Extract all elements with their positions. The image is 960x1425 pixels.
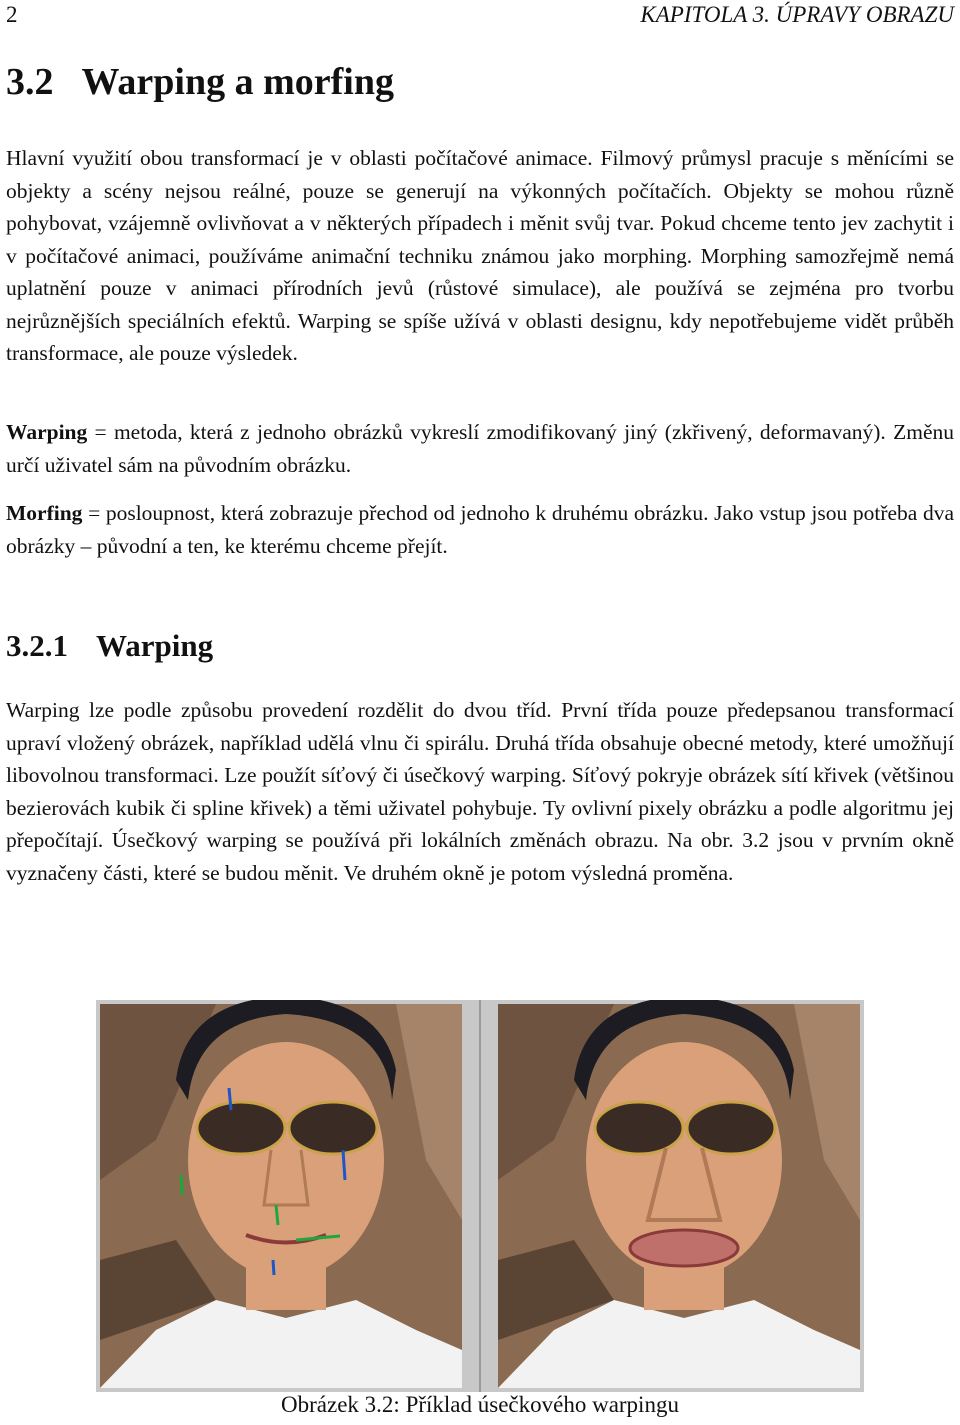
warped-photo [498, 1000, 860, 1388]
subsection-heading [6, 628, 213, 664]
figure-warping-example [96, 1000, 864, 1392]
intro-paragraph: Hlavní využití obou transformací je v oblasti počítačové animace. Filmový průmysl pracuje s měnícími se objekty a scény nejsou reálné, pouze se generují na výkonných počítačích. Objekty se mohou různě pohybovat, vzájemně ovlivňovat a v některých případech i měnit svůj tvar. Pokud chceme tento jev zachytit i v počítačové animaci, používáme animační techniku známou jako morphing. Morphing samozřejmě nemá uplatnění pouze v animaci přírodních jevů (růstové simulace), ale používá se zejména pro tvorbu nejrůznějších speciálních efektů. Warping se spíše užívá v oblasti designu, kdy nepotřebujeme vidět průběh transformace, ale pouze výsledek. [6, 146, 954, 365]
morfing-definition-text: = posloupnost, která zobrazuje přechod od jednoho k druhému obrázku. Jako vstup jsou potřeba dva obrázky – původní a ten, ke kterému chceme přejít. [6, 501, 954, 558]
morfing-term: Morfing [6, 501, 83, 525]
figure-caption: Obrázek 3.2: Příklad úsečkového warpingu [281, 1392, 679, 1417]
warping-definition [6, 416, 954, 481]
section-heading [6, 60, 394, 104]
warping-definition-text: = metoda, která z jednoho obrázků vykreslí zmodifikovaný jiný (zkřivený, deformavaný). Změnu určí uživatel sám na původním obrázku. [6, 420, 954, 477]
subsection-number: 3.2.1 [6, 628, 68, 663]
morfing-definition [6, 497, 954, 562]
subsection-title: Warping [96, 628, 214, 663]
section-number: 3.2 [6, 61, 54, 103]
page-number: 2 [6, 2, 18, 27]
original-photo [100, 1000, 462, 1388]
figure-image [96, 1000, 864, 1392]
running-title: KAPITOLA 3. ÚPRAVY OBRAZU [640, 2, 954, 27]
subsection-paragraph: Warping lze podle způsobu provedení rozdělit do dvou tříd. První třída pouze předepsanou transformací upraví vložený obrázek, například udělá vlnu či spirálu. Druhá třída obsahuje obecné metody, které umožňují libovolnou transformaci. Lze použít síťový či úsečkový warping. Síťový pokryje obrázek sítí křivek (většinou bezierovách kubik či spline křivek) a těmi uživatel pohybuje. Ty ovlivní pixely obrázku a podle algoritmu jej přepočítají. Úsečkový warping se používá při lokálních změnách obrazu. Na obr. 3.2 jsou v prvním okně vyznačeny části, které se budou měnit. Ve druhém okně je potom výsledná proměna. [6, 698, 954, 885]
running-header [6, 2, 954, 32]
section-title: Warping a morfing [81, 61, 394, 103]
warping-term: Warping [6, 420, 88, 444]
